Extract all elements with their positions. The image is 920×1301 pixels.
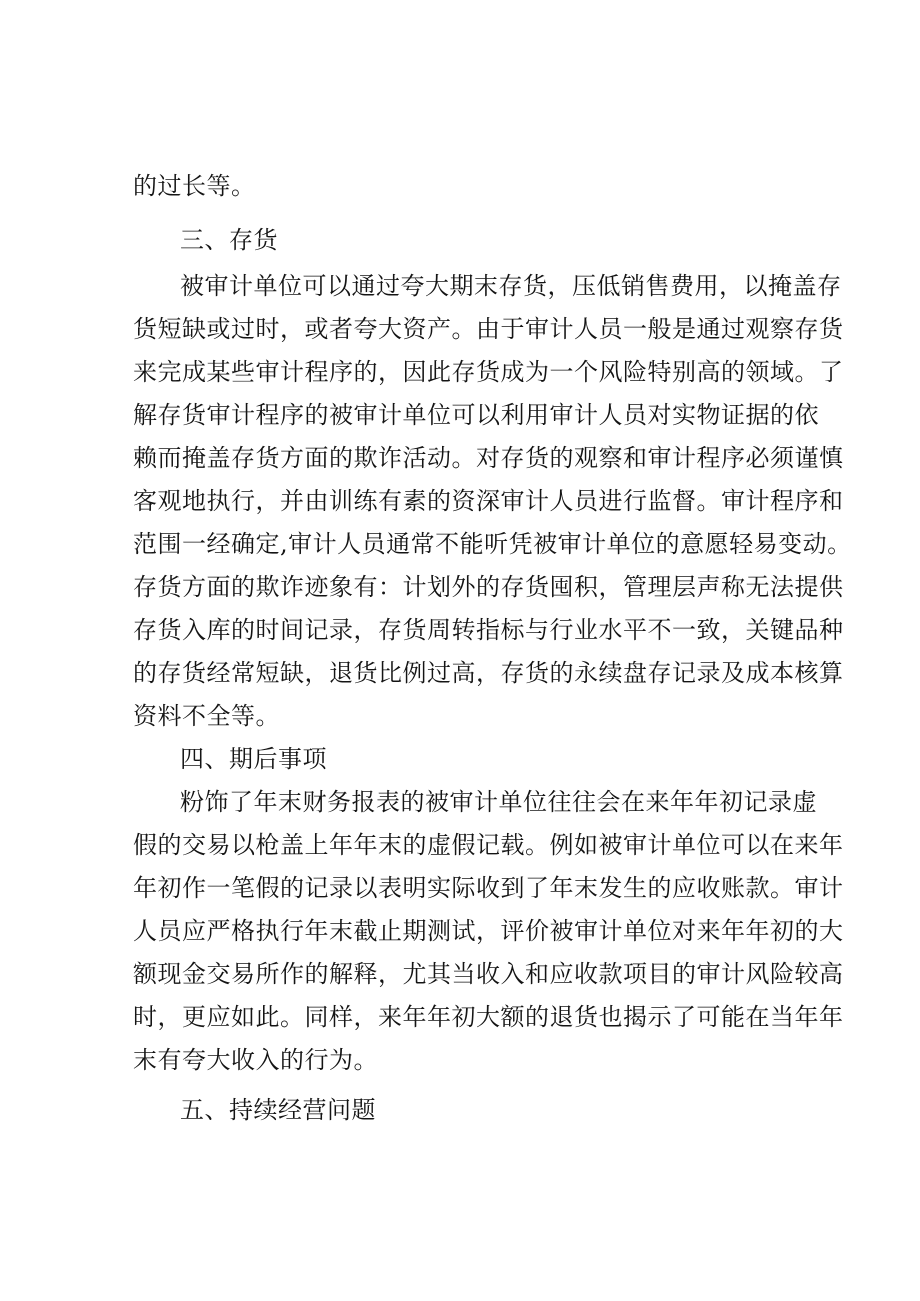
paragraph-line: 赖而掩盖存货方面的欺诈活动。对存货的观察和审计程序必须谨慎 — [133, 444, 844, 472]
paragraph-line: 存货方面的欺诈迹象有：计划外的存货囤积，管理层声称无法提供 — [133, 573, 844, 601]
section-heading-inventory: 三、存货 — [180, 226, 278, 254]
paragraph-line: 解存货审计程序的被审计单位可以利用审计人员对实物证据的依 — [133, 401, 819, 429]
paragraph-line: 粉饰了年末财务报表的被审计单位往往会在来年年初记录虚 — [180, 788, 817, 816]
paragraph-line: 资料不全等。 — [133, 702, 280, 730]
paragraph-line: 被审计单位可以通过夸大期末存货，压低销售费用，以掩盖存 — [180, 272, 842, 300]
continued-text-line: 的过长等。 — [133, 172, 256, 200]
paragraph-line: 客观地执行，并由训练有素的资深审计人员进行监督。审计程序和 — [133, 487, 844, 515]
paragraph-line: 人员应严格执行年末截止期测试，评价被审计单位对来年年初的大 — [133, 917, 844, 945]
paragraph-line: 年初作一笔假的记录以表明实际收到了年末发生的应收账款。审计 — [133, 874, 844, 902]
section-heading-going-concern: 五、持续经营问题 — [180, 1096, 376, 1124]
paragraph-line: 来完成某些审计程序的，因此存货成为一个风险特别高的领域。了 — [133, 358, 844, 386]
paragraph-line: 额现金交易所作的解释，尤其当收入和应收款项目的审计风险较高 — [133, 960, 844, 988]
paragraph-line: 范围一经确定,审计人员通常不能听凭被审计单位的意愿轻易变动。 — [133, 530, 852, 558]
paragraph-line: 货短缺或过时，或者夸大资产。由于审计人员一般是通过观察存货 — [133, 315, 844, 343]
paragraph-line: 时，更应如此。同样，来年年初大额的退货也揭示了可能在当年年 — [133, 1003, 844, 1031]
paragraph-line: 假的交易以枪盖上年年末的虚假记载。例如被审计单位可以在来年 — [133, 831, 844, 859]
paragraph-line: 末有夸大收入的行为。 — [133, 1046, 378, 1074]
paragraph-line: 存货入库的时间记录，存货周转指标与行业水平不一致，关键品种 — [133, 616, 844, 644]
section-heading-subsequent-events: 四、期后事项 — [180, 745, 327, 773]
paragraph-line: 的存货经常短缺，退货比例过高，存货的永续盘存记录及成本核算 — [133, 659, 844, 687]
